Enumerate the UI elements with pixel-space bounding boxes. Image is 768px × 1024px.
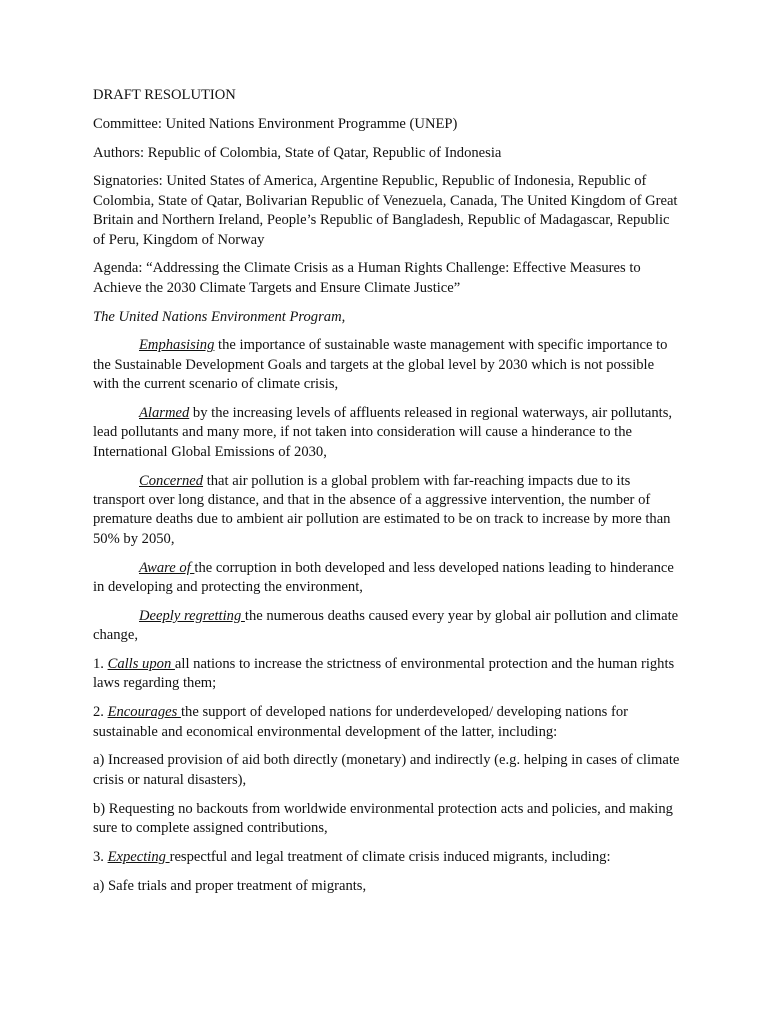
operative-clause <box>93 848 683 867</box>
clause-number: 3. <box>93 848 108 865</box>
clause-number: 1. <box>93 656 108 673</box>
clause-number: 2. <box>93 704 108 721</box>
operative-clause <box>93 703 683 742</box>
operative-text: the support of developed nations for underdeveloped/ developing nations for sustainable and economical environmental development of the latter, including: <box>93 704 628 740</box>
preamble-text: the corruption in both developed and less developed nations leading to hinderance in developing and protecting the environment, <box>93 559 674 596</box>
preamble-phrase: Concerned <box>139 472 204 489</box>
preamble-clause <box>93 404 683 462</box>
preamble-phrase: Aware of <box>139 559 195 576</box>
preamble-phrase: Deeply regretting <box>139 607 245 624</box>
preamble-clause <box>93 607 683 646</box>
preamble-text: by the increasing levels of affluents released in regional waterways, air pollutants, lead pollutants and many more, if not taken into consideration will cause a hinderance to the International Global Emissions of 2030, <box>93 405 673 460</box>
operative-phrase: Encourages <box>107 704 181 721</box>
sub-clause: a) Increased provision of aid both directly (monetary) and indirectly (e.g. helping in cases of climate crisis or natural disasters), <box>93 752 680 788</box>
operative-clause <box>93 655 683 694</box>
preamble-text: the importance of sustainable waste management with specific importance to the Sustainable Development Goals and targets at the global level by 2030 which is not possible with the current scenario of climate crisis, <box>93 337 668 393</box>
sub-clause: b) Requesting no backouts from worldwide environmental protection acts and policies, and making sure to complete assigned contributions, <box>93 800 673 837</box>
preamble-text: the numerous deaths caused every year by global air pollution and climate change, <box>93 607 679 644</box>
document-page <box>93 86 683 905</box>
signatories-line: Signatories: United States of America, Argentine Republic, Republic of Indonesia, Republic of Colombia, State of Qatar, Bolivarian Republic of Venezuela, Canada, The United Kingdom of Great Britain and Northern Ireland, People’s Republic of Bangladesh, Republic of Madagascar, Republic of Peru, Kingdom of Norway <box>93 173 678 248</box>
authors-line: Authors: Republic of Colombia, State of Qatar, Republic of Indonesia <box>93 144 502 161</box>
agenda-line: Agenda: “Addressing the Climate Crisis as a Human Rights Challenge: Effective Measures to Achieve the 2030 Climate Targets and Ensure Climate Justice” <box>93 260 641 296</box>
preamble-phrase: Alarmed <box>139 405 190 422</box>
operative-phrase: Calls upon <box>107 656 175 673</box>
preamble-clause <box>93 559 683 598</box>
operative-text: respectful and legal treatment of climate crisis induced migrants, including: <box>169 848 611 865</box>
sub-clause: a) Safe trials and proper treatment of migrants, <box>93 877 367 894</box>
body-title: The United Nations Environment Program, <box>93 308 346 325</box>
document-title: DRAFT RESOLUTION <box>93 87 236 103</box>
preamble-clause <box>93 336 683 394</box>
committee-line: Committee: United Nations Environment Programme (UNEP) <box>93 115 458 132</box>
preamble-text: that air pollution is a global problem with far-reaching impacts due to its transport over long distance, and that in the absence of a aggressive intervention, the number of premature deaths due to ambient air pollution are estimated to be on track to increase by more than 50% by 2050, <box>93 472 671 547</box>
preamble-clause <box>93 472 683 550</box>
operative-text: all nations to increase the strictness of environmental protection and the human rights laws regarding them; <box>93 656 675 692</box>
operative-phrase: Expecting <box>107 848 170 865</box>
preamble-phrase: Emphasising <box>139 337 215 354</box>
